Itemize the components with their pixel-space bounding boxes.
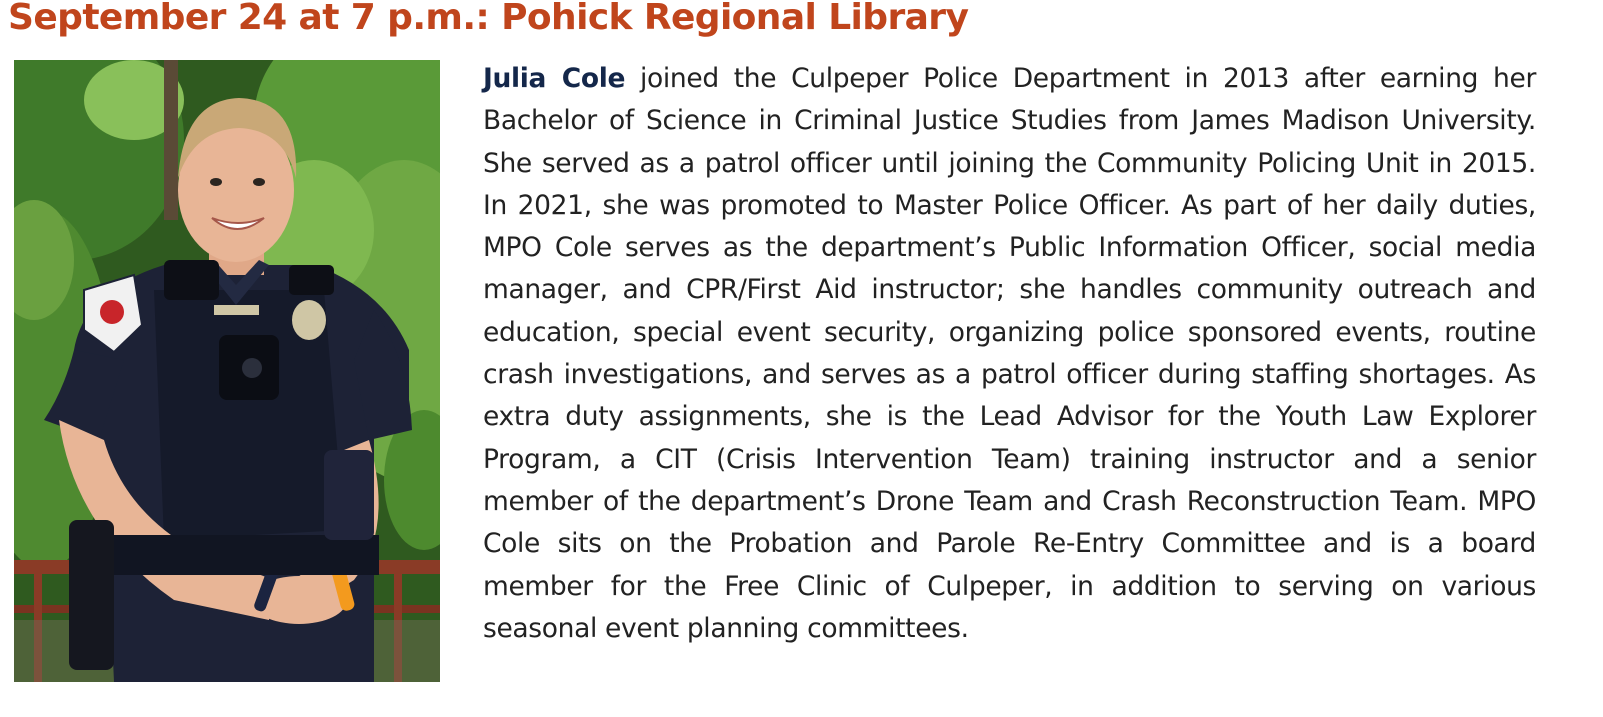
bio-text: joined the Culpeper Police Department in 2013 after earning her Bachelor of Science in Criminal Justice Studies from James Madison University. She served as a patrol officer until joining the Community Policing Unit in 2015. In 2021, she was promoted to Master Police Officer. As part of her daily duties, MPO Cole serves as the department’s Public Information Officer, social media manager, and CPR/First Aid instructor; she handles community outreach and education, special event security, organizing police sponsored events, routine crash investigations, and serves as a patrol officer during staffing shortages. As extra duty assignments, she is the Lead Advisor for the Youth Law Explorer Program, a CIT (Crisis Intervention Team) training instructor and a senior member of the department’s Drone Team and Crash Reconstruction Team. MPO Cole sits on the Probation and Parole Re-Entry Committee and is a board member for the Free Clinic of Culpeper, in addition to serving on various seasonal event planning committees. — [483, 63, 1537, 644]
event-heading: September 24 at 7 p.m.: Pohick Regional Library — [8, 0, 969, 38]
officer-name: Julia Cole — [483, 63, 626, 94]
officer-photo — [14, 60, 440, 682]
bio-paragraph — [483, 58, 1536, 698]
